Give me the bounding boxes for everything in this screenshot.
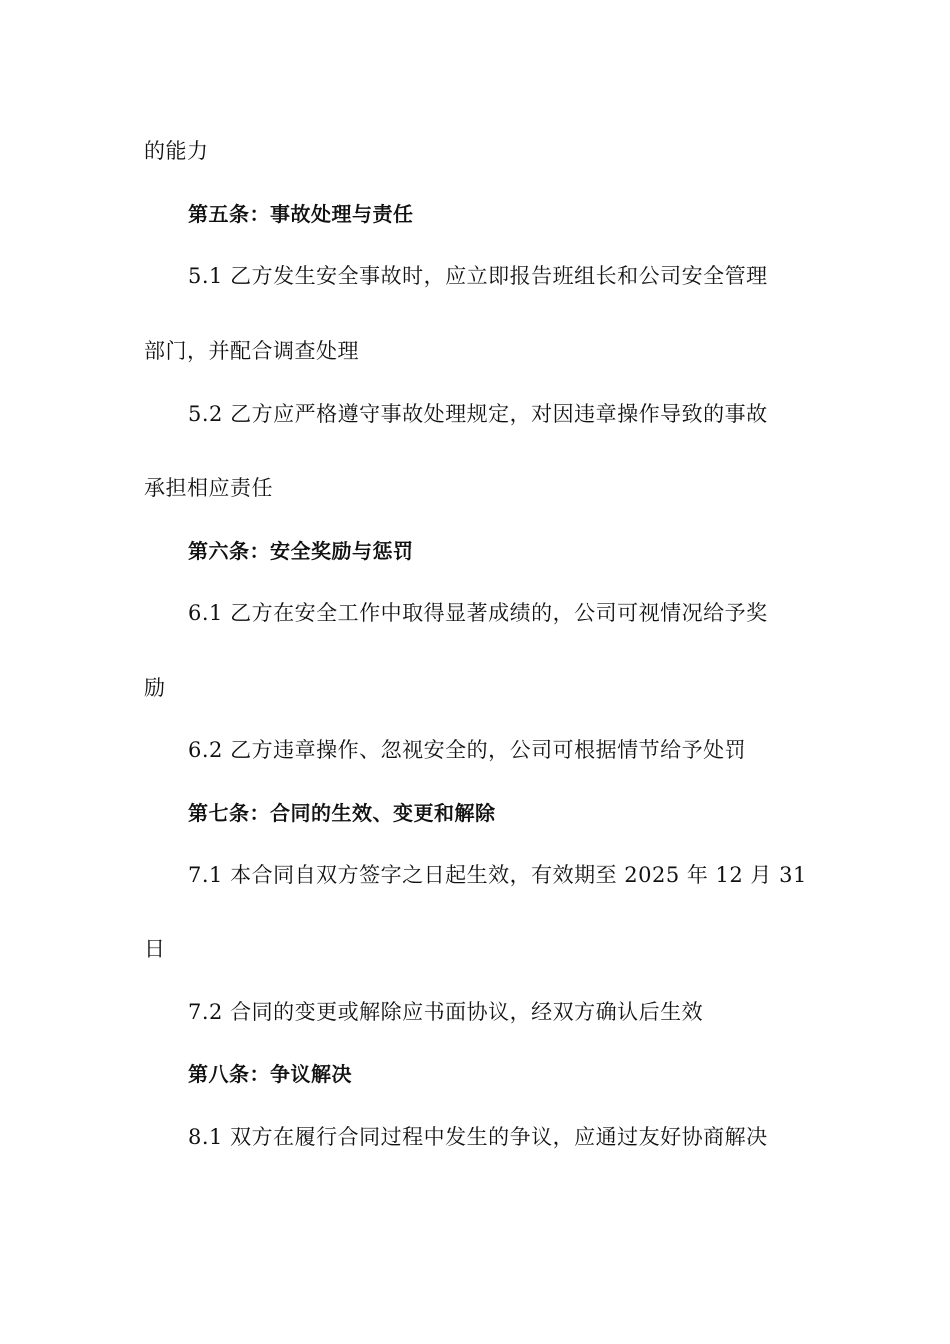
- clause-6-1: 6.1 乙方在安全工作中取得显著成绩的，公司可视情况给予奖: [188, 601, 768, 625]
- clause-5-1: 5.1 乙方发生安全事故时，应立即报告班组长和公司安全管理: [188, 264, 768, 288]
- clause-6-2: 6.2 乙方违章操作、忽视安全的，公司可根据情节给予处罚: [188, 738, 747, 762]
- paragraph-continuation: 的能力: [144, 139, 209, 163]
- clause-8-1: 8.1 双方在履行合同过程中发生的争议，应通过友好协商解决: [188, 1125, 768, 1149]
- clause-7-1: 7.1 本合同自双方签字之日起生效，有效期至 2025 年 12 月 31: [188, 863, 807, 887]
- article-7-heading: 第七条：合同的生效、变更和解除: [188, 801, 496, 825]
- clause-6-1-continuation: 励: [144, 676, 166, 700]
- clause-5-2-continuation: 承担相应责任: [144, 476, 273, 500]
- clause-7-2: 7.2 合同的变更或解除应书面协议，经双方确认后生效: [188, 1000, 704, 1024]
- clause-5-1-continuation: 部门，并配合调查处理: [144, 339, 359, 363]
- article-5-heading: 第五条：事故处理与责任: [188, 202, 414, 226]
- clause-7-1-continuation: 日: [144, 937, 166, 961]
- clause-5-2: 5.2 乙方应严格遵守事故处理规定，对因违章操作导致的事故: [188, 402, 768, 426]
- article-6-heading: 第六条：安全奖励与惩罚: [188, 539, 414, 563]
- article-8-heading: 第八条：争议解决: [188, 1062, 352, 1086]
